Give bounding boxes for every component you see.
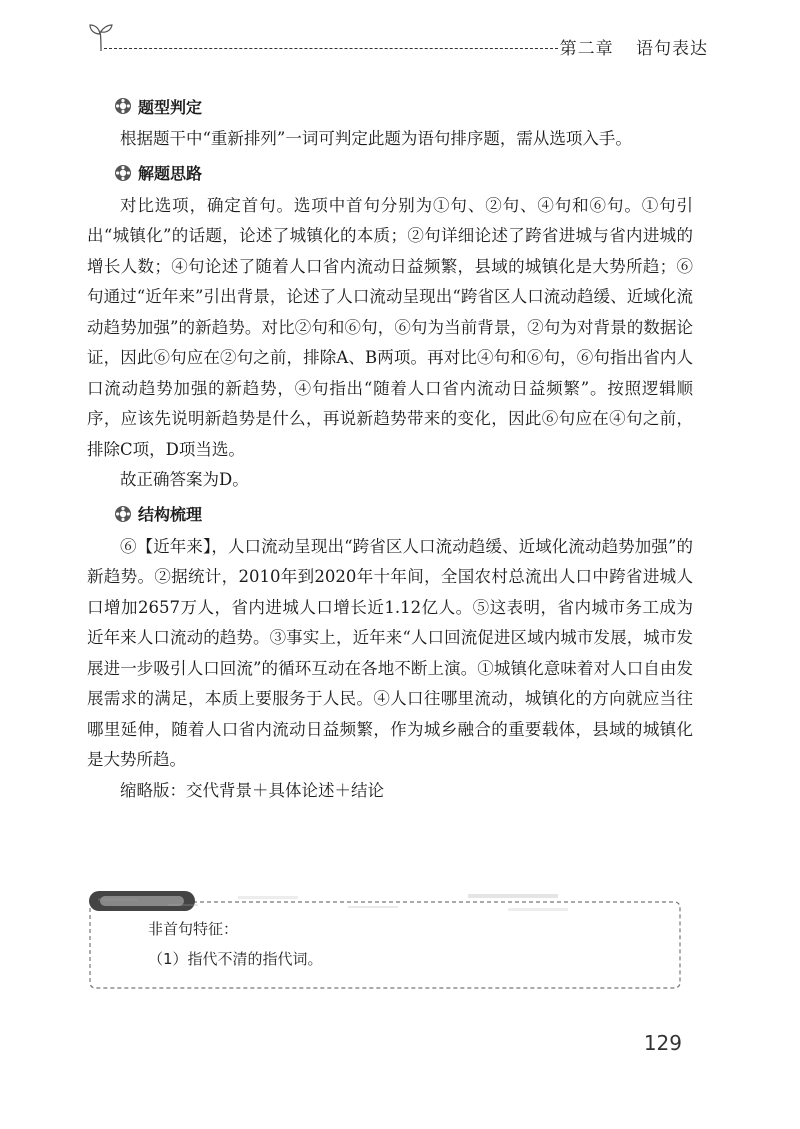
solution-paragraph: 对比选项，确定首句。选项中首句分别为①句、②句、④句和⑥句。①句引出“城镇化”的话题，论述了城镇化的本质；②句详细论述了跨省进城与省内进城的增长人数；④句论述了随着人口省内流动日益频繁，县域的城镇化是大势所趋；⑥句通过“近年来”引出背景，论述了人口流动呈现出“跨省区人口流动趋缓、近域化流动趋势加强”的新趋势。对比②句和⑥句，⑥句为当前背景，②句为对背景的数据论证，因此⑥句应在②句之前，排除A、B两项。再对比④句和⑥句，⑥句指出省内人口流动趋势加强的新趋势，④句指出“随着人口省内流动日益频繁”。按照逻辑顺序，应该先说明新趋势是什么，再说新趋势带来的变化，因此⑥句应在④句之前，排除C项，D项当选。 <box>87 195 693 459</box>
chapter-title: 语句表达 <box>636 39 708 59</box>
chapter-number: 第二章 <box>559 39 614 59</box>
page-content <box>87 92 693 806</box>
page-number: 129 <box>643 1031 682 1055</box>
structure-summary: 缩略版：交代背景＋具体论述＋结论 <box>120 780 384 800</box>
type-judgement-paragraph: 根据题干中“重新排列”一词可判定此题为语句排序题，需从选项入手。 <box>120 129 632 148</box>
heading-text: 解题思路 <box>138 164 203 183</box>
header-divider <box>104 48 558 49</box>
section-heading-type-judgement <box>114 92 693 120</box>
chapter-label <box>544 34 708 59</box>
note-item: （1）指代不清的指代词。 <box>148 950 323 968</box>
scan-noise <box>88 890 608 920</box>
running-header <box>88 22 708 62</box>
note-box <box>88 890 682 990</box>
heading-text: 结构梳理 <box>138 505 203 524</box>
answer-paragraph: 故正确答案为D。 <box>120 470 249 489</box>
flower-bullet-icon <box>114 97 132 115</box>
section-heading-solution <box>114 159 693 187</box>
flower-bullet-icon <box>114 505 132 523</box>
structure-paragraph: ⑥【近年来】，人口流动呈现出“跨省区人口流动趋缓、近域化流动趋势加强”的新趋势。②据统计，2010年到2020年十年间，全国农村总流出人口中跨省进城人口增加2657万人，省内进城人口增长近1.12亿人。⑤这表明，省内城市务工成为近年来人口流动的趋势。③事实上，近年来“人口回流促进区域内城市发展，城市发展进一步吸引人口回流”的循环互动在各地不断上演。①城镇化意味着对人口自由发展需求的满足，本质上要服务于人民。④人口往哪里流动，城镇化的方向就应当往哪里延伸，随着人口省内流动日益频繁，作为城乡融合的重要载体，县域的城镇化是大势所趋。 <box>87 536 693 769</box>
flower-bullet-icon <box>114 164 132 182</box>
heading-text: 题型判定 <box>138 97 203 117</box>
section-heading-structure <box>114 500 693 528</box>
note-title: 非首句特征： <box>148 920 239 938</box>
